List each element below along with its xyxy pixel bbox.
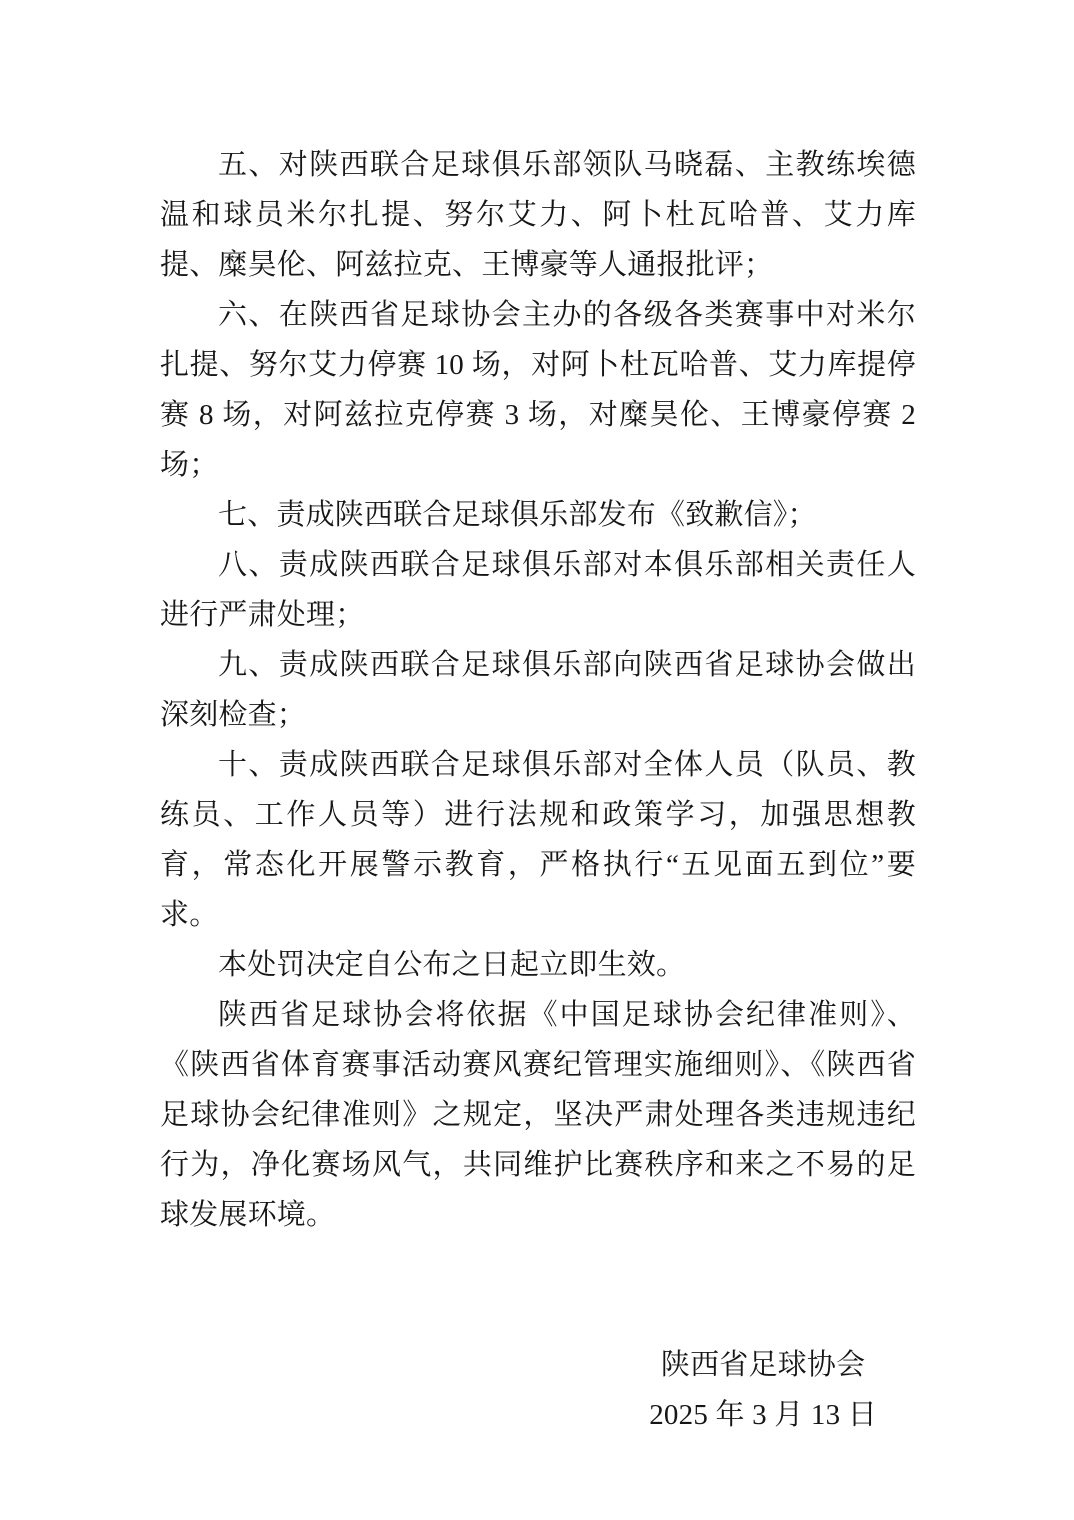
paragraph-item-8: 八、责成陕西联合足球俱乐部对本俱乐部相关责任人进行严肃处理； bbox=[160, 549, 916, 631]
paragraph-item-5: 五、对陕西联合足球俱乐部领队马晓磊、主教练埃德温和球员米尔扎提、努尔艾力、阿卜杜瓦哈普、艾力库提、糜昊伦、阿兹拉克、王博豪等人通报批评； bbox=[160, 149, 916, 281]
signature-organization: 陕西省足球协会 bbox=[660, 1349, 866, 1381]
paragraph-closing-statement: 陕西省足球协会将依据《中国足球协会纪律准则》、《陕西省体育赛事活动赛风赛纪管理实施细则》、《陕西省足球协会纪律准则》之规定，坚决严肃处理各类违规违纪行为，净化赛场风气，共同维护比赛秩序和来之不易的足球发展环境。 bbox=[160, 999, 916, 1231]
paragraph-effective-statement: 本处罚决定自公布之日起立即生效。 bbox=[218, 949, 686, 981]
paragraph-item-9: 九、责成陕西联合足球俱乐部向陕西省足球协会做出深刻检查； bbox=[160, 649, 916, 731]
signature-block bbox=[649, 1340, 877, 1440]
document-body bbox=[160, 140, 916, 1440]
paragraph-item-6: 六、在陕西省足球协会主办的各级各类赛事中对米尔扎提、努尔艾力停赛 10 场，对阿卜杜瓦哈普、艾力库提停赛 8 场，对阿兹拉克停赛 3 场，对糜昊伦、王博豪停赛 2 场； bbox=[160, 299, 916, 481]
signature-date: 2025 年 3 月 13 日 bbox=[649, 1399, 877, 1431]
paragraph-item-10: 十、责成陕西联合足球俱乐部对全体人员（队员、教练员、工作人员等）进行法规和政策学习，加强思想教育，常态化开展警示教育，严格执行“五见面五到位”要求。 bbox=[160, 749, 916, 931]
paragraph-item-7: 七、责成陕西联合足球俱乐部发布《致歉信》； bbox=[218, 499, 817, 531]
